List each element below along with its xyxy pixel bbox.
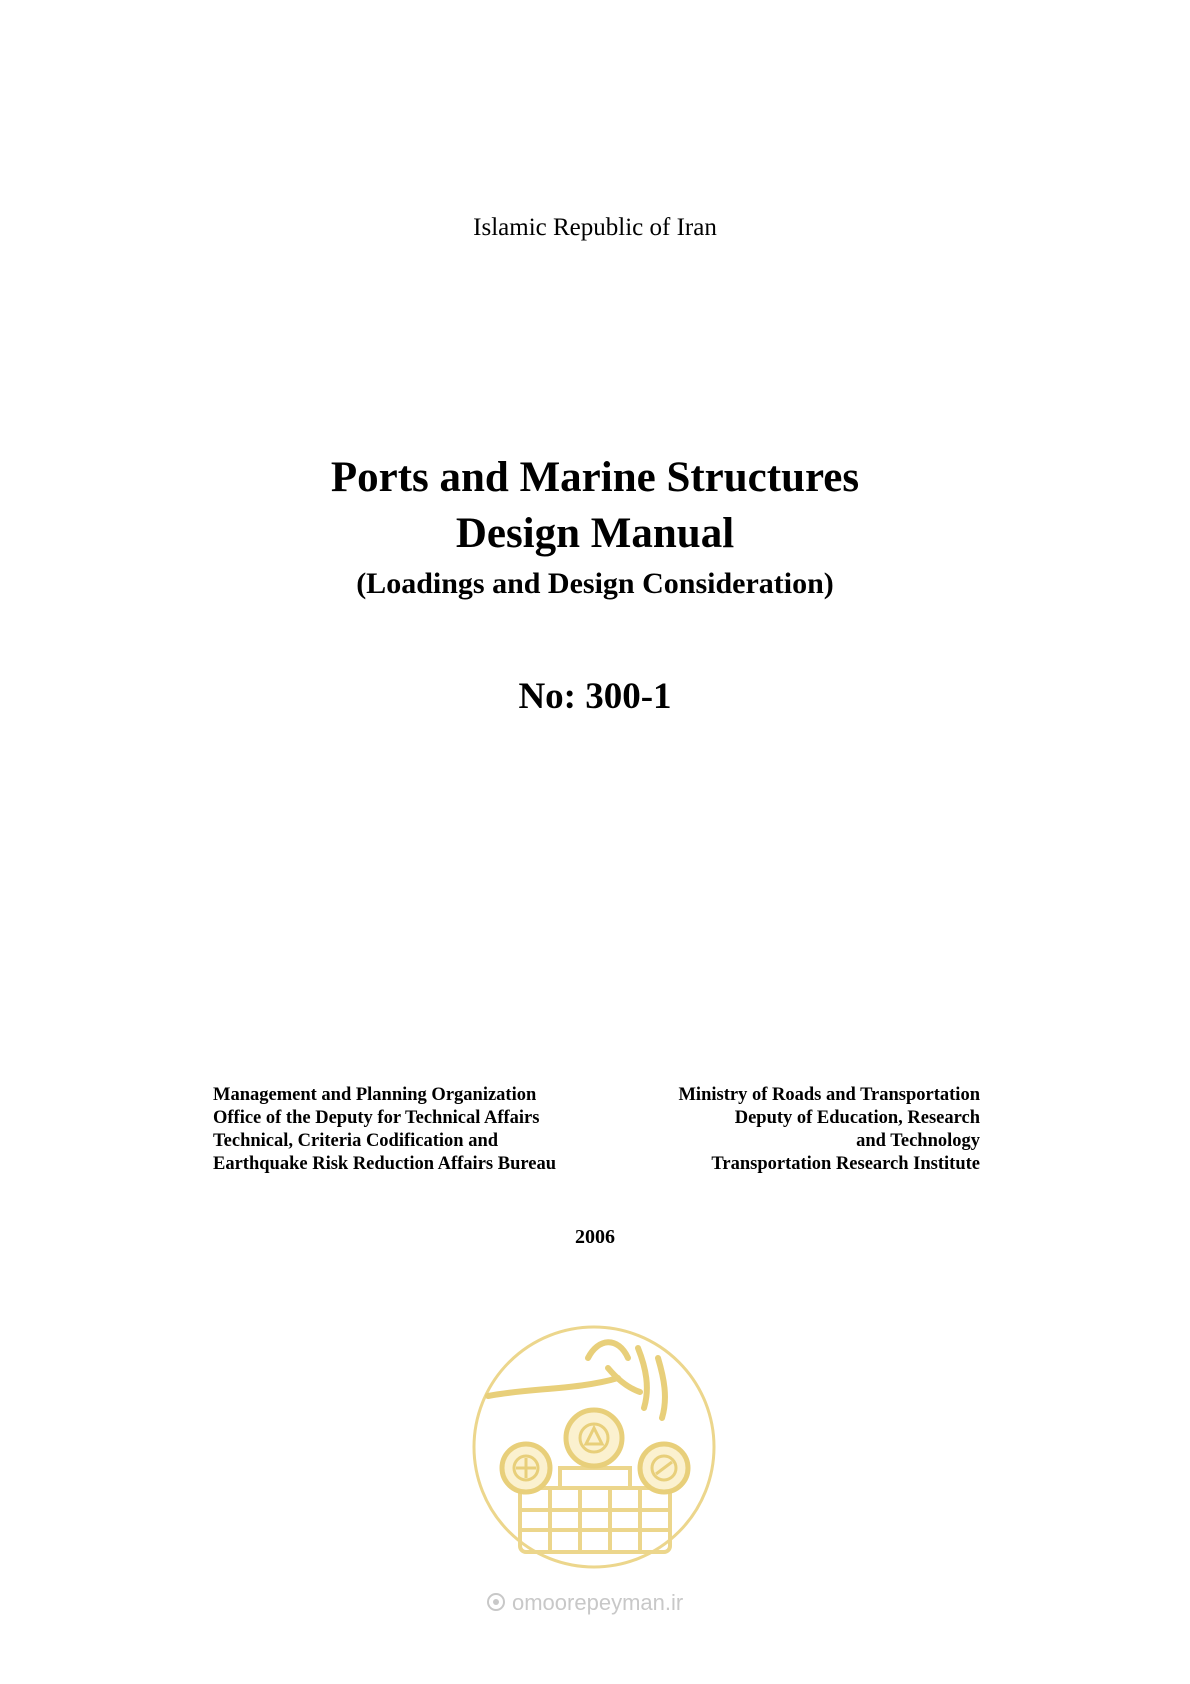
org-left-line-4: Earthquake Risk Reduction Affairs Bureau (213, 1154, 556, 1174)
org-left-line-3: Technical, Criteria Codification and (213, 1131, 499, 1151)
document-title (0, 450, 1190, 604)
org-right-line-4: Transportation Research Institute (711, 1154, 980, 1174)
document-number: No: 300-1 (518, 676, 672, 717)
org-right-line-2: Deputy of Education, Research (734, 1108, 980, 1128)
country-name: Islamic Republic of Iran (473, 214, 717, 241)
title-line-2: Design Manual (455, 510, 735, 557)
publication-year: 2006 (575, 1226, 615, 1248)
org-right-line-1: Ministry of Roads and Transportation (678, 1085, 980, 1105)
watermark-site-text (484, 1587, 714, 1617)
org-left-line-2: Office of the Deputy for Technical Affairs (213, 1108, 540, 1128)
organization-left (213, 1084, 556, 1176)
watermark-site-label: omoorepeyman.ir (512, 1590, 684, 1615)
organization-right (678, 1084, 980, 1176)
org-left-line-1: Management and Planning Organization (213, 1085, 537, 1105)
seal-logo-icon (468, 1318, 720, 1576)
org-right-line-3: and Technology (856, 1131, 980, 1151)
title-line-1: Ports and Marine Structures (330, 454, 860, 501)
document-subtitle: (Loadings and Design Consideration) (356, 567, 834, 600)
